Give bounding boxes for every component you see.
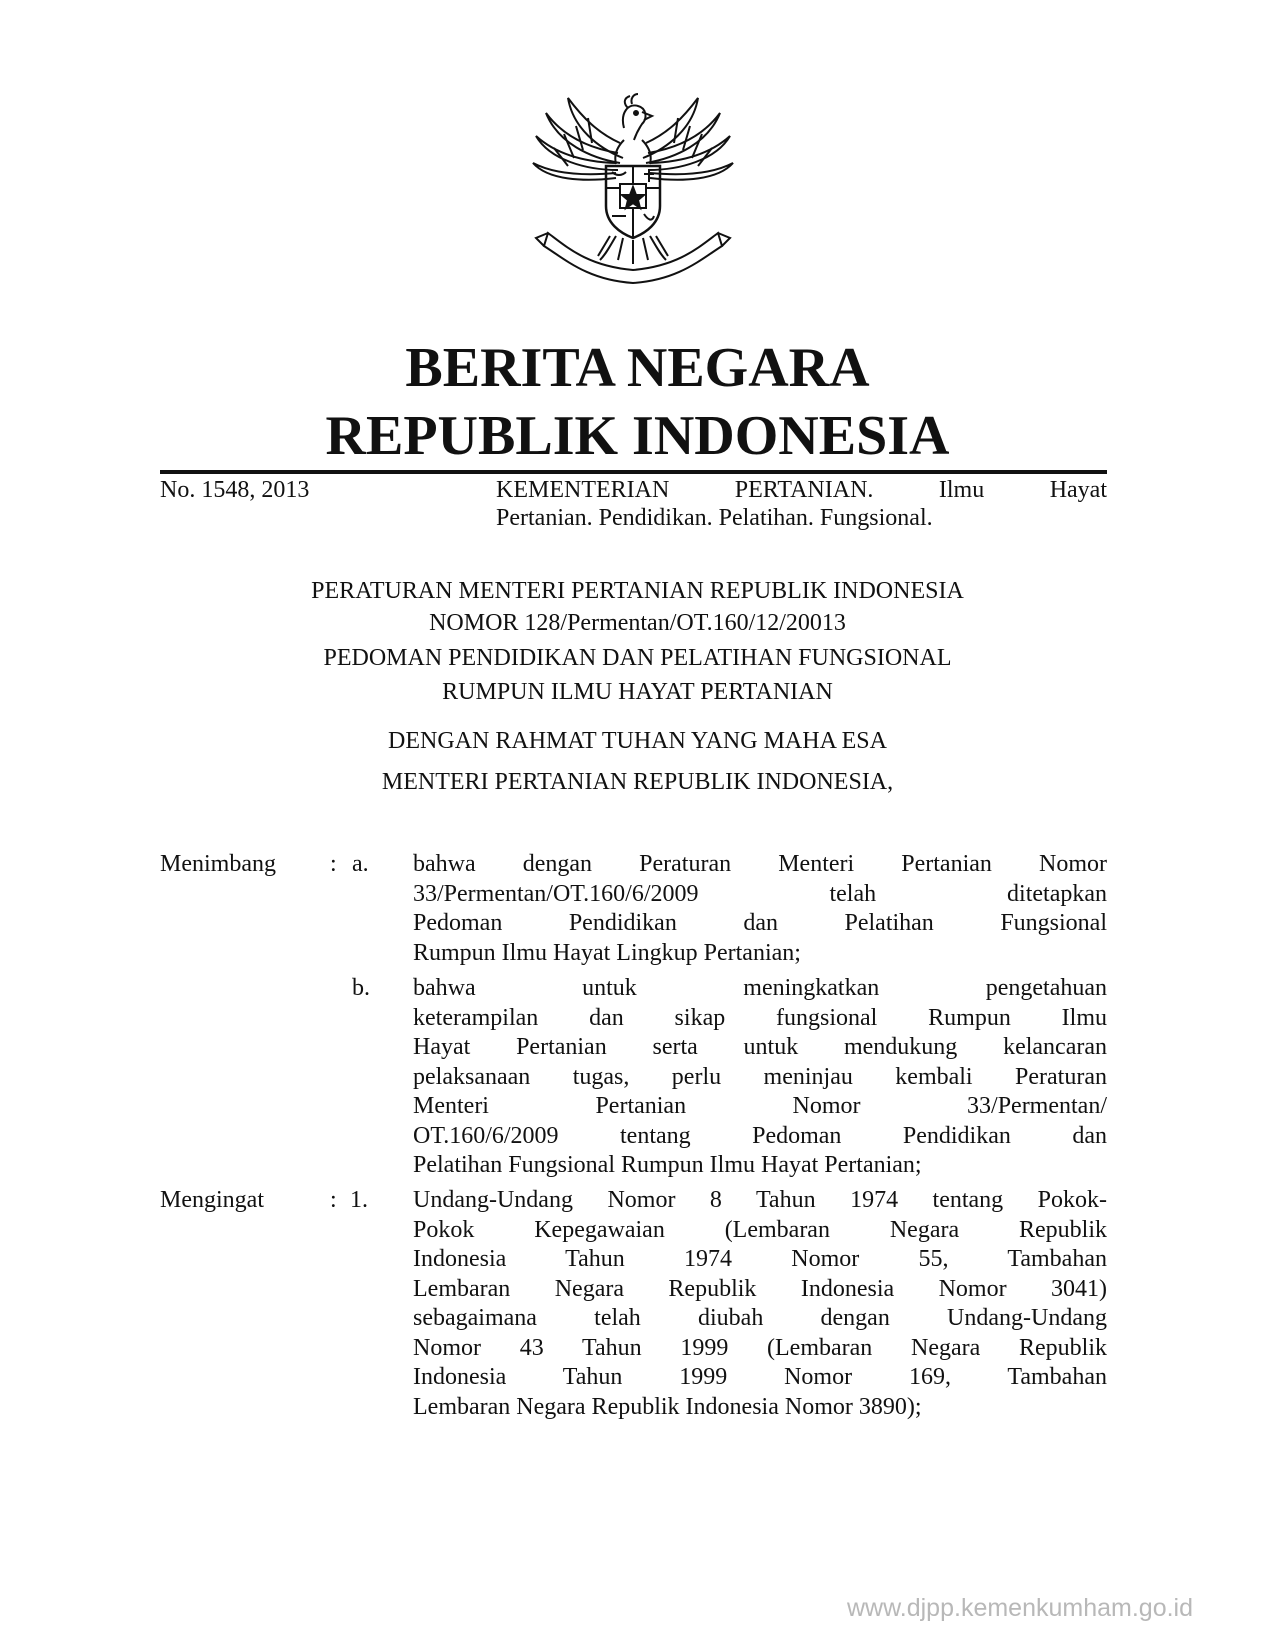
clause-line: Pedoman Pendidikan dan Pelatihan Fungsional bbox=[413, 910, 1107, 936]
mengingat-colon: : bbox=[330, 1187, 337, 1213]
clause-line: Menteri Pertanian Nomor 33/Permentan/ bbox=[413, 1093, 1107, 1119]
clause-line: 33/Permentan/OT.160/6/2009 telah ditetapkan bbox=[413, 880, 1107, 907]
menimbang-clause-b bbox=[413, 974, 1107, 1181]
regulation-subject-line: RUMPUN ILMU HAYAT PERTANIAN bbox=[442, 679, 833, 705]
clause-line: Hayat Pertanian serta untuk mendukung kelancaran bbox=[413, 1034, 1107, 1060]
issuer-line: MENTERI PERTANIAN REPUBLIK INDONESIA, bbox=[381, 769, 894, 795]
menimbang-clause-a bbox=[413, 850, 1107, 968]
garuda-pancasila-emblem-icon bbox=[528, 88, 738, 288]
clause-line: Indonesia Tahun 1999 Nomor 169, Tambahan bbox=[413, 1364, 1107, 1390]
issue-number: No. 1548, 2013 bbox=[160, 477, 310, 503]
masthead-divider bbox=[160, 470, 1107, 474]
clause-line: keterampilan dan sikap fungsional Rumpun Ilmu bbox=[413, 1004, 1107, 1031]
watermark-url: www.djpp.kemenkumham.go.id bbox=[847, 1594, 1193, 1622]
menimbang-colon: : bbox=[330, 851, 337, 877]
clause-line: sebagaimana telah diubah dengan Undang-Undang bbox=[413, 1305, 1107, 1331]
menimbang-label: Menimbang bbox=[160, 851, 276, 877]
regulation-title: PERATURAN MENTERI PERTANIAN REPUBLIK INDONESIA bbox=[311, 578, 964, 604]
masthead-title: BERITA NEGARA bbox=[405, 337, 870, 399]
regulation-subject: PEDOMAN PENDIDIKAN DAN PELATIHAN FUNGSIONAL bbox=[323, 645, 952, 671]
clause-line: Pelatihan Fungsional Rumpun Ilmu Hayat Pertanian; bbox=[413, 1152, 922, 1178]
mengingat-clause-1 bbox=[413, 1186, 1107, 1422]
clause-line: OT.160/6/2009 tentang Pedoman Pendidikan dan bbox=[413, 1122, 1107, 1149]
clause-line: Pokok Kepegawaian (Lembaran Negara Republik bbox=[413, 1216, 1107, 1243]
clause-line: bahwa dengan Peraturan Menteri Pertanian Nomor bbox=[413, 851, 1107, 877]
clause-marker-a: a. bbox=[352, 851, 369, 877]
clause-line: Lembaran Negara Republik Indonesia Nomor 3041) bbox=[413, 1275, 1107, 1302]
clause-marker-1: 1. bbox=[350, 1187, 368, 1213]
masthead-subtitle: REPUBLIK INDONESIA bbox=[325, 405, 950, 467]
clause-line: Rumpun Ilmu Hayat Lingkup Pertanian; bbox=[413, 939, 801, 966]
clause-line: pelaksanaan tugas, perlu meninjau kembali Peraturan bbox=[413, 1063, 1107, 1090]
clause-line: Indonesia Tahun 1974 Nomor 55, Tambahan bbox=[413, 1246, 1107, 1272]
mengingat-label: Mengingat bbox=[160, 1187, 264, 1213]
clause-line: Lembaran Negara Republik Indonesia Nomor 3890); bbox=[413, 1393, 922, 1420]
issue-description-line: Pertanian. Pendidikan. Pelatihan. Fungsional. bbox=[496, 505, 933, 531]
issue-description bbox=[496, 476, 1107, 532]
clause-line: Nomor 43 Tahun 1999 (Lembaran Negara Republik bbox=[413, 1334, 1107, 1361]
invocation-line: DENGAN RAHMAT TUHAN YANG MAHA ESA bbox=[388, 728, 887, 754]
clause-line: Undang-Undang Nomor 8 Tahun 1974 tentang Pokok- bbox=[413, 1187, 1107, 1213]
regulation-number: NOMOR 128/Permentan/OT.160/12/20013 bbox=[429, 610, 846, 636]
clause-marker-b: b. bbox=[352, 975, 370, 1001]
issue-description-line: KEMENTERIAN PERTANIAN. Ilmu Hayat bbox=[496, 477, 1107, 503]
clause-line: bahwa untuk meningkatkan pengetahuan bbox=[413, 975, 1107, 1001]
